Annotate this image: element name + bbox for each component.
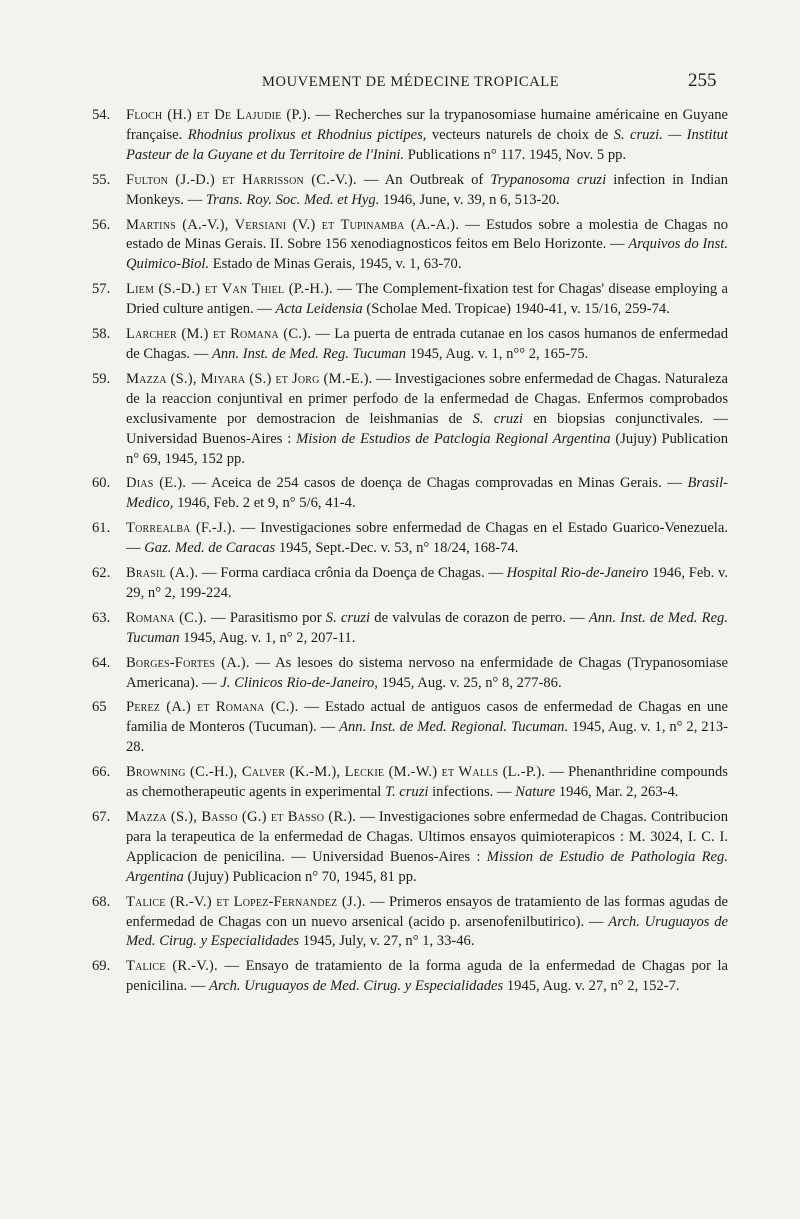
reference-authors: Mazza (S.), Miyara (S.) et Jorg (M.-E.). bbox=[126, 370, 373, 387]
reference-text: — An Outbreak of bbox=[356, 171, 491, 188]
reference-text: — Estado actual de antiguos casos de enfermedad de Chagas en une familia de Monteros (Tucuman). — bbox=[126, 699, 728, 736]
reference-details: infection in Indian Monkeys. — bbox=[126, 171, 728, 208]
reference-number: 65 bbox=[92, 699, 107, 716]
reference-text: — Phenanthridine compounds as chemotherapeutic agents in experimental bbox=[126, 764, 728, 801]
reference-journal: Arch. Uruguayos de Med. Cirug. y Especialidades bbox=[209, 978, 504, 995]
reference-journal: Ann. Inst. de Med. Reg. Tucuman bbox=[211, 345, 407, 362]
reference-authors: Mazza (S.), Basso (G.) et Basso (R.). bbox=[126, 809, 357, 825]
reference-details: de valvulas de corazon de perro. — bbox=[370, 609, 589, 626]
reference-entry bbox=[92, 609, 728, 649]
reference-details: vecteurs naturels de choix de bbox=[426, 126, 614, 143]
reference-authors: Floch (H.) et De Lajudie (P.). bbox=[126, 107, 311, 123]
reference-journal-secondary: Trans. Roy. Soc. Med. et Hyg. bbox=[205, 191, 380, 208]
reference-details: 1945, Aug. v. 25, n° 8, 277-86. bbox=[377, 674, 562, 691]
reference-entry bbox=[92, 763, 728, 803]
reference-entry bbox=[92, 325, 728, 365]
reference-journal: Arquivos do Inst. Quimico-Biol. bbox=[126, 236, 728, 273]
reference-number: 69. bbox=[92, 958, 111, 975]
reference-text: — Investigaciones sobre enfermedad de Chagas. Contribucion para la terapeutica de la enfermedad de Chagas. Ultimos ensayos quimioterapicos : M. 3024, I. C. I. Applicacion de penicilina. — Universidad Buenos-Aires : bbox=[126, 809, 728, 865]
reference-entry bbox=[92, 474, 728, 514]
reference-number: 57. bbox=[92, 281, 111, 298]
reference-details-secondary: (Jujuy) Publication n° 69, 1945, 152 pp. bbox=[126, 430, 728, 467]
reference-authors: Fulton (J.-D.) et Harrisson (C.-V.). bbox=[126, 171, 357, 188]
reference-entry bbox=[92, 519, 728, 559]
reference-authors: Perez (A.) et Romana (C.). bbox=[126, 699, 299, 716]
reference-text: — The Complement-fixation test for Chagas' disease employing a Dried culture antigen. — bbox=[126, 281, 728, 318]
reference-authors: Dias (E.). bbox=[126, 475, 187, 492]
reference-entry bbox=[92, 106, 728, 166]
reference-journal: Gaz. Med. de Caracas bbox=[144, 540, 276, 557]
reference-text: — Investigaciones sobre enfermedad de Chagas. Naturaleza de la reaccion conjuntival en primer perfodo de la enfermedad de Chagas. Enfermos comprobados exclusivamente por demostracion de leishmanias de bbox=[126, 370, 728, 427]
reference-text: — Ensayo de tratamiento de la forma aguda de la enfermedad de Chagas por la penicilina. — bbox=[126, 958, 728, 995]
reference-details: 1945, July, v. 27, n° 1, 33-46. bbox=[299, 933, 475, 950]
reference-authors: Borges-Fortes (A.). bbox=[126, 654, 250, 671]
reference-journal: Brasil-Medico, bbox=[126, 475, 728, 512]
reference-text: — Parasitismo por bbox=[206, 609, 326, 626]
reference-journal: S. cruzi bbox=[472, 410, 523, 427]
reference-text: — La puerta de entrada cutanae en los casos humanos de enfermedad de Chagas. — bbox=[126, 326, 728, 362]
reference-authors: Talice (R.-V.) et Lopez-Fernandez (J.). bbox=[126, 893, 366, 910]
page-header bbox=[0, 70, 800, 96]
reference-details-secondary: 1946, June, v. 39, n 6, 513-20. bbox=[379, 191, 560, 208]
reference-journal-secondary: Nature bbox=[515, 784, 556, 801]
reference-journal-secondary: S. cruzi. — Institut Pasteur de la Guyane et du Territoire de l'Inini. bbox=[126, 126, 728, 163]
reference-text: — Forma cardiaca crônia da Doença de Chagas. — bbox=[198, 565, 507, 582]
reference-details: 1945, Aug. v. 1, n° 2, 213-28. bbox=[126, 719, 728, 756]
reference-text: — Recherches sur la trypanosomiase humaine américaine en Guyane française. bbox=[126, 107, 729, 143]
reference-details: (Scholae Med. Tropicae) 1940-41, v. 15/16, 259-74. bbox=[362, 301, 670, 318]
reference-journal: T. cruzi bbox=[384, 784, 429, 801]
page-number: 255 bbox=[688, 70, 717, 91]
reference-number: 66. bbox=[92, 764, 111, 781]
reference-authors: Larcher (M.) et Romana (C.). bbox=[126, 326, 312, 343]
reference-authors: Romana (C.). bbox=[126, 609, 207, 626]
reference-entry bbox=[92, 698, 728, 758]
reference-details: 1945, Aug. v. 27, n° 2, 152-7. bbox=[503, 978, 680, 995]
reference-number: 63. bbox=[92, 609, 111, 626]
reference-journal: Ann. Inst. de Med. Regional. Tucuman. bbox=[339, 719, 569, 736]
reference-journal: Acta Leidensia bbox=[275, 301, 363, 318]
reference-authors: Talice (R.-V.). bbox=[126, 958, 218, 975]
reference-text: — Estudos sobre a molestia de Chagas no estado de Minas Gerais. II. Sobre 156 xenodiagnosticos feitos em Belo Horizonte. — bbox=[126, 216, 728, 253]
reference-text: — Investigaciones sobre enfermedad de Chagas en el Estado Guarico-Venezuela. — bbox=[126, 520, 728, 557]
reference-details: (Jujuy) Publicacion n° 70, 1945, 81 pp. bbox=[183, 868, 417, 885]
reference-entry bbox=[92, 893, 728, 953]
reference-details: en biopsias conjunctivales. — Universidad Buenos-Aires : bbox=[126, 410, 728, 447]
reference-journal: Rhodnius prolixus et Rhodnius pictipes, bbox=[187, 126, 427, 143]
reference-journal: Arch. Uruguayos de Med. Cirug. y Especialidades bbox=[126, 913, 728, 950]
reference-details-secondary: Publications n° 117. 1945, Nov. 5 pp. bbox=[404, 146, 627, 163]
reference-details: infections. — bbox=[428, 784, 516, 801]
reference-entry bbox=[92, 808, 728, 888]
reference-list bbox=[92, 106, 728, 1002]
reference-details: 1945, Sept.-Dec. v. 53, n° 18/24, 168-74. bbox=[275, 540, 519, 557]
reference-journal: Hospital Rio-de-Janeiro bbox=[506, 565, 649, 582]
reference-authors: Martins (A.-V.), Versiani (V.) et Tupinamba (A.-A.). bbox=[126, 216, 460, 233]
reference-number: 54. bbox=[92, 107, 111, 123]
reference-entry bbox=[92, 171, 728, 211]
reference-number: 62. bbox=[92, 565, 111, 582]
reference-journal-secondary: Ann. Inst. de Med. Reg. Tucuman bbox=[126, 609, 728, 646]
reference-entry bbox=[92, 654, 728, 694]
reference-details: 1946, Feb. 2 et 9, n° 5/6, 41-4. bbox=[173, 495, 356, 512]
reference-number: 59. bbox=[92, 370, 111, 387]
reference-number: 64. bbox=[92, 654, 111, 671]
reference-number: 58. bbox=[92, 326, 111, 343]
reference-entry bbox=[92, 216, 728, 276]
reference-details: 1945, Aug. v. 1, n°° 2, 165-75. bbox=[406, 345, 589, 362]
reference-authors: Brasil (A.). bbox=[126, 565, 199, 582]
reference-journal: Trypanosoma cruzi bbox=[490, 171, 607, 188]
reference-number: 61. bbox=[92, 520, 111, 537]
reference-authors: Liem (S.-D.) et Van Thiel (P.-H.). bbox=[126, 281, 333, 298]
running-title: MOUVEMENT DE MÉDECINE TROPICALE bbox=[262, 74, 560, 90]
reference-entry bbox=[92, 564, 728, 604]
reference-entry bbox=[92, 370, 728, 470]
reference-journal: S. cruzi bbox=[325, 609, 371, 626]
reference-details-secondary: 1946, Mar. 2, 263-4. bbox=[555, 784, 679, 801]
reference-journal-secondary: Mision de Estudios de Patclogia Regional Argentina bbox=[296, 430, 611, 447]
reference-number: 55. bbox=[92, 171, 111, 188]
reference-authors: Torrealba (F.-J.). bbox=[126, 520, 236, 537]
reference-details: Estado de Minas Gerais, 1945, v. 1, 63-70. bbox=[209, 256, 462, 273]
reference-entry bbox=[92, 280, 728, 320]
reference-text: — Primeros ensayos de tratamiento de las formas agudas de enfermedad de Chagas con un nuevo arsenical (acido p. arsenofenilbutirico). — bbox=[126, 893, 728, 930]
reference-number: 67. bbox=[92, 809, 111, 825]
reference-number: 68. bbox=[92, 893, 111, 910]
reference-text: — As lesoes do sistema nervoso na enfermidade de Chagas (Trypanosomiase Americana). — bbox=[126, 654, 728, 691]
reference-details: 1946, Feb. v. 29, n° 2, 199-224. bbox=[126, 565, 728, 601]
reference-details-secondary: 1945, Aug. v. 1, n° 2, 207-11. bbox=[179, 629, 356, 646]
reference-number: 56. bbox=[92, 216, 111, 233]
reference-number: 60. bbox=[92, 475, 111, 492]
reference-authors: Browning (C.-H.), Calver (K.-M.), Leckie (M.-W.) et Walls (L.-P.). bbox=[126, 764, 546, 781]
reference-journal: Mission de Estudio de Pathologia Reg. Argentina bbox=[126, 848, 728, 885]
reference-journal: J. Clinicos Rio-de-Janeiro, bbox=[220, 674, 378, 691]
reference-entry bbox=[92, 957, 728, 997]
reference-text: — Aceica de 254 casos de doença de Chagas comprovadas en Minas Gerais. — bbox=[186, 475, 688, 492]
